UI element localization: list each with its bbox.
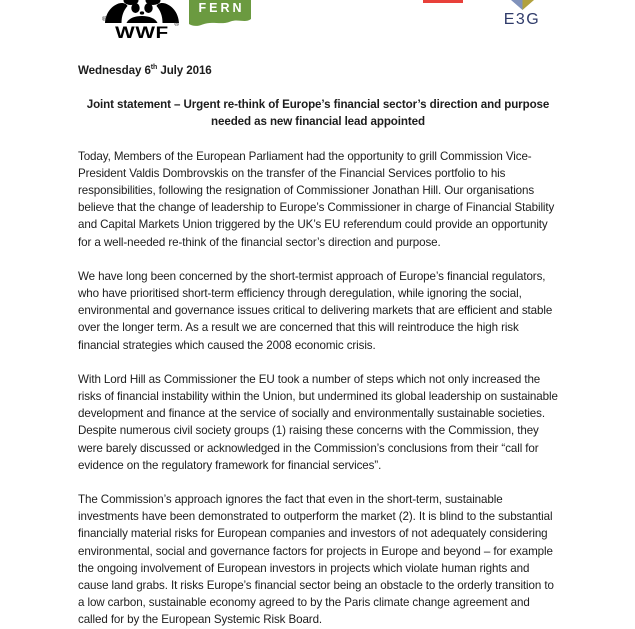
document-title-line-1: Joint statement – Urgent re-think of Europe’s financial sector’s direction and purpose	[86, 98, 550, 112]
date-month-year: July 2016	[157, 64, 212, 77]
e3g-logo-text: E3G	[503, 11, 541, 28]
wwf-registered-mark: ®	[174, 21, 179, 28]
wwf-logo-text: WWF	[115, 23, 169, 42]
wwf-logo	[103, 0, 181, 42]
document-date	[78, 62, 558, 79]
document-title-line-2: needed as new financial lead appointed	[211, 115, 425, 129]
partial-red-logo-bar	[423, 0, 463, 3]
date-day: Wednesday 6	[78, 64, 151, 77]
fern-logo-text: FERN	[198, 1, 245, 15]
document-title	[78, 96, 558, 130]
e3g-logo	[499, 0, 545, 29]
e3g-chevron-icon	[511, 0, 534, 10]
body-paragraph-2: We have long been concerned by the short-termist approach of Europe’s financial regulators, who have prioritised short-term efficiency through deregulation, while ignoring the social, environmental and governance issues critical to delivering markets that are efficient and stable over the longer term. As a result we are concerned that this will reintroduce the high risk financial strategies which caused the 2008 economic crisis.	[78, 269, 553, 352]
wwf-panda-icon	[105, 0, 179, 23]
logo-header	[0, 0, 635, 48]
body-paragraph-3: With Lord Hill as Commissioner the EU took a number of steps which not only increased the risks of financial instability within the Union, but undermined its global leadership on sustainable development and finance at the service of socially and environmentally sustainable societies. Despite numerous civil society groups (1) raising these concerns with the Commission, they were barely discussed or acknowledged in the Commission’s conclusions from their “call for evidence on the regulatory framework for financial services”.	[78, 372, 558, 472]
date-ordinal-suffix: th	[150, 64, 158, 72]
document-content	[78, 62, 558, 629]
body-paragraph-4: The Commission’s approach ignores the fact that even in the short-term, sustainable investments have been demonstrated to outperform the market (2). It is blind to the substantial financially material risks for European companies and investors of not adequately considering environmental, social and governance factors for projects in Europe and beyond – for example the ongoing involvement of European investors in projects which violate human rights and cause land grabs. It risks Europe’s financial sector being an obstacle to the orderly transition to a low carbon, sustainable economy agreed to by the Paris climate change agreement and called for by the European Systemic Risk Board.	[78, 493, 554, 627]
body-paragraph-1: Today, Members of the European Parliament had the opportunity to grill Commission Vice-President Valdis Dombrovskis on the transfer of the Financial Services portfolio to his responsibilities, following the resignation of Commissioner Jonathan Hill. Our organisations believe that the change of leadership to Europe’s Commissioner in charge of Financial Stability and Capital Markets Union triggered by the UK’s EU referendum could provide an opportunity for a well-needed re-think of the financial sector’s direction and purpose.	[78, 149, 555, 249]
fern-logo	[189, 0, 251, 30]
wwf-registered-mark: ®	[102, 16, 107, 23]
